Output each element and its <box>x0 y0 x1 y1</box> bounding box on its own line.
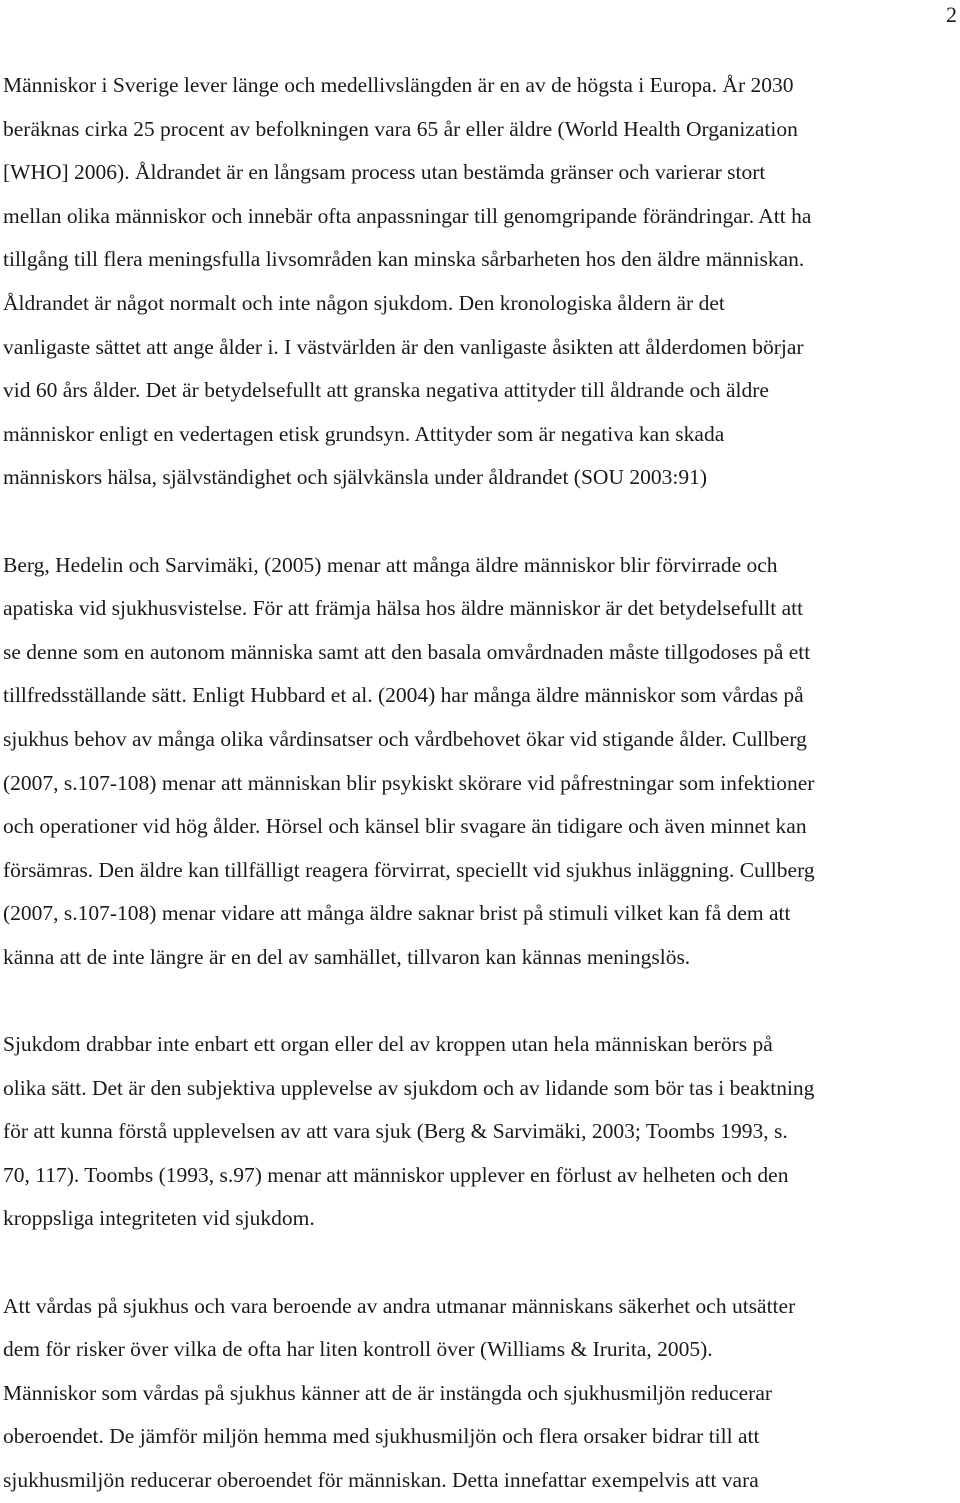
paragraph-spacer <box>3 1241 960 1285</box>
text-line: tillgång till flera meningsfulla livsområden kan minska sårbarheten hos den äldre människan. <box>3 247 805 272</box>
text-line: människor enligt en vedertagen etisk grundsyn. Attityder som är negativa kan skada <box>3 421 725 446</box>
text-line: försämras. Den äldre kan tillfälligt reagera förvirrat, speciellt vid sjukhus inläggning. Cullberg <box>3 857 815 882</box>
paragraph-spacer <box>3 500 960 544</box>
paragraph-aging-sweden <box>3 64 960 500</box>
text-line: (2007, s.107-108) menar vidare att många äldre saknar brist på stimuli vilket kan få dem att <box>3 901 791 926</box>
text-line: [WHO] 2006). Åldrandet är en långsam process utan bestämda gränser och varierar stort <box>3 160 766 185</box>
paragraph-hospital-elderly <box>3 544 960 980</box>
text-line: oberoendet. De jämför miljön hemma med sjukhusmiljön och flera orsaker bidrar till att <box>3 1424 760 1449</box>
text-line: Att vårdas på sjukhus och vara beroende av andra utmanar människans säkerhet och utsätter <box>3 1293 796 1318</box>
text-line: människors hälsa, självständighet och självkänsla under åldrandet (SOU 2003:91) <box>3 465 707 490</box>
text-line: Människor i Sverige lever länge och medellivslängden är en av de högsta i Europa. År 2030 <box>3 73 794 97</box>
paragraph-illness <box>3 1023 960 1241</box>
text-line: och operationer vid hög ålder. Hörsel och känsel blir svagare än tidigare och även minnet kan <box>3 814 807 839</box>
text-line: tillfredsställande sätt. Enligt Hubbard et al. (2004) har många äldre människor som vårdas på <box>3 683 804 708</box>
paragraph-spacer <box>3 979 960 1023</box>
text-line: känna att de inte längre är en del av samhället, tillvaron kan kännas meningslös. <box>3 944 691 969</box>
text-line: olika sätt. Det är den subjektiva upplevelse av sjukdom och av lidande som bör tas i beaktning <box>3 1075 815 1100</box>
document-body <box>3 64 960 1503</box>
text-line: sjukhusmiljön reducerar oberoendet för människan. Detta innefattar exempelvis att vara <box>3 1468 759 1492</box>
text-line: Sjukdom drabbar inte enbart ett organ eller del av kroppen utan hela människan berörs på <box>3 1032 773 1057</box>
text-line: sjukhus behov av många olika vårdinsatser och vårdbehovet ökar vid stigande ålder. Cullberg <box>3 726 807 751</box>
page-number: 2 <box>946 2 957 27</box>
text-line: 70, 117). Toombs (1993, s.97) menar att människor upplever en förlust av helheten och den <box>3 1162 789 1187</box>
text-line: kroppsliga integriteten vid sjukdom. <box>3 1206 315 1231</box>
paragraph-hospital-care <box>3 1285 960 1503</box>
text-line: mellan olika människor och innebär ofta anpassningar till genomgripande förändringar. Att ha <box>3 203 812 228</box>
text-line: Berg, Hedelin och Sarvimäki, (2005) menar att många äldre människor blir förvirrade och <box>3 552 778 577</box>
text-line: dem för risker över vilka de ofta har liten kontroll över (Williams & Irurita, 2005). <box>3 1337 713 1362</box>
text-line: apatiska vid sjukhusvistelse. För att främja hälsa hos äldre människor är det betydelsefullt att <box>3 596 804 621</box>
text-line: vanligaste sättet att ange ålder i. I västvärlden är den vanligaste åsikten att ålderdomen börjar <box>3 334 804 359</box>
text-line: Människor som vårdas på sjukhus känner att de är instängda och sjukhusmiljön reducerar <box>3 1380 773 1405</box>
text-line: se denne som en autonom människa samt att den basala omvårdnaden måste tillgodoses på ett <box>3 639 811 664</box>
text-line: för att kunna förstå upplevelsen av att vara sjuk (Berg & Sarvimäki, 2003; Toombs 1993, s. <box>3 1119 788 1144</box>
text-line: beräknas cirka 25 procent av befolkningen vara 65 år eller äldre (World Health Organization <box>3 116 798 141</box>
text-line: vid 60 års ålder. Det är betydelsefullt att granska negativa attityder till åldrande och äldre <box>3 378 769 403</box>
text-line: (2007, s.107-108) menar att människan blir psykiskt skörare vid påfrestningar som infektioner <box>3 770 815 795</box>
text-line: Åldrandet är något normalt och inte någon sjukdom. Den kronologiska åldern är det <box>3 290 725 315</box>
